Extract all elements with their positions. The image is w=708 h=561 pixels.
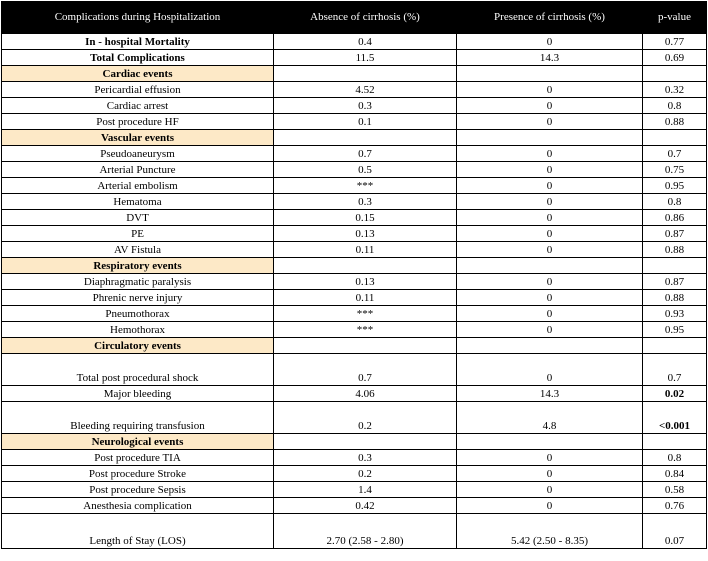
table-row bbox=[2, 194, 707, 210]
absence-value: *** bbox=[274, 306, 457, 322]
p-value: 0.7 bbox=[643, 146, 707, 162]
table-row bbox=[2, 514, 707, 549]
row-label: Post procedure HF bbox=[2, 114, 274, 130]
row-label: Major bleeding bbox=[2, 386, 274, 402]
section-row bbox=[2, 258, 707, 274]
row-label: Pseudoaneurysm bbox=[2, 146, 274, 162]
row-label: Total Complications bbox=[2, 50, 274, 66]
p-value: 0.88 bbox=[643, 290, 707, 306]
absence-value: 0.42 bbox=[274, 498, 457, 514]
table-row bbox=[2, 82, 707, 98]
row-label: Hemothorax bbox=[2, 322, 274, 338]
table-row bbox=[2, 402, 707, 434]
presence-value: 0 bbox=[457, 114, 643, 130]
row-label: DVT bbox=[2, 210, 274, 226]
presence-value: 0 bbox=[457, 274, 643, 290]
presence-value: 0 bbox=[457, 450, 643, 466]
presence-value: 0 bbox=[457, 98, 643, 114]
header-presence-cirrhosis: Presence of cirrhosis (%) bbox=[457, 2, 643, 34]
absence-value: 0.1 bbox=[274, 114, 457, 130]
table-row bbox=[2, 50, 707, 66]
row-label: Anesthesia complication bbox=[2, 498, 274, 514]
p-value: 0.88 bbox=[643, 114, 707, 130]
section-title-cardiac: Cardiac events bbox=[2, 66, 274, 82]
table-row bbox=[2, 162, 707, 178]
row-label: In - hospital Mortality bbox=[2, 34, 274, 50]
row-label: Post procedure Sepsis bbox=[2, 482, 274, 498]
header-p-value: p-value bbox=[643, 2, 707, 34]
presence-value: 0 bbox=[457, 226, 643, 242]
row-label: Bleeding requiring transfusion bbox=[2, 402, 274, 434]
table-row bbox=[2, 450, 707, 466]
presence-value: 0 bbox=[457, 498, 643, 514]
table-row bbox=[2, 146, 707, 162]
absence-value: 0.5 bbox=[274, 162, 457, 178]
table-row bbox=[2, 242, 707, 258]
table-row bbox=[2, 178, 707, 194]
complications-table bbox=[1, 1, 707, 549]
absence-value: 0.2 bbox=[274, 466, 457, 482]
table-row bbox=[2, 322, 707, 338]
p-value: 0.84 bbox=[643, 466, 707, 482]
row-label: Pneumothorax bbox=[2, 306, 274, 322]
presence-value: 0 bbox=[457, 242, 643, 258]
p-value: 0.8 bbox=[643, 450, 707, 466]
absence-value: *** bbox=[274, 322, 457, 338]
row-label: Phrenic nerve injury bbox=[2, 290, 274, 306]
row-label: Hematoma bbox=[2, 194, 274, 210]
absence-value: *** bbox=[274, 178, 457, 194]
row-label: Pericardial effusion bbox=[2, 82, 274, 98]
presence-value: 0 bbox=[457, 290, 643, 306]
absence-value: 1.4 bbox=[274, 482, 457, 498]
p-value: 0.8 bbox=[643, 98, 707, 114]
section-row bbox=[2, 434, 707, 450]
table-row bbox=[2, 210, 707, 226]
p-value: 0.77 bbox=[643, 34, 707, 50]
absence-value: 0.4 bbox=[274, 34, 457, 50]
absence-value: 0.7 bbox=[274, 354, 457, 386]
section-title-vascular: Vascular events bbox=[2, 130, 274, 146]
presence-value: 4.8 bbox=[457, 402, 643, 434]
p-value: 0.32 bbox=[643, 82, 707, 98]
row-label: Post procedure Stroke bbox=[2, 466, 274, 482]
p-value: 0.07 bbox=[643, 514, 707, 549]
p-value: 0.58 bbox=[643, 482, 707, 498]
presence-value: 0 bbox=[457, 210, 643, 226]
presence-value: 0 bbox=[457, 162, 643, 178]
p-value: 0.76 bbox=[643, 498, 707, 514]
p-value: 0.95 bbox=[643, 322, 707, 338]
row-label: Arterial Puncture bbox=[2, 162, 274, 178]
p-value: 0.8 bbox=[643, 194, 707, 210]
absence-value: 4.06 bbox=[274, 386, 457, 402]
table-row bbox=[2, 226, 707, 242]
table-row bbox=[2, 114, 707, 130]
absence-value: 0.13 bbox=[274, 274, 457, 290]
section-title-circulatory: Circulatory events bbox=[2, 338, 274, 354]
p-value: 0.93 bbox=[643, 306, 707, 322]
p-value: 0.75 bbox=[643, 162, 707, 178]
table-row bbox=[2, 354, 707, 386]
presence-value: 0 bbox=[457, 178, 643, 194]
absence-value: 0.13 bbox=[274, 226, 457, 242]
row-label: Arterial embolism bbox=[2, 178, 274, 194]
table-row bbox=[2, 34, 707, 50]
absence-value: 0.11 bbox=[274, 242, 457, 258]
presence-value: 0 bbox=[457, 322, 643, 338]
presence-value: 5.42 (2.50 - 8.35) bbox=[457, 514, 643, 549]
absence-value: 0.3 bbox=[274, 450, 457, 466]
absence-value: 4.52 bbox=[274, 82, 457, 98]
presence-value: 14.3 bbox=[457, 50, 643, 66]
p-value: 0.86 bbox=[643, 210, 707, 226]
absence-value: 0.3 bbox=[274, 194, 457, 210]
header-complications: Complications during Hospitalization bbox=[2, 2, 274, 34]
row-label: AV Fistula bbox=[2, 242, 274, 258]
table-row bbox=[2, 482, 707, 498]
absence-value: 0.2 bbox=[274, 402, 457, 434]
table-row bbox=[2, 386, 707, 402]
presence-value: 0 bbox=[457, 354, 643, 386]
presence-value: 0 bbox=[457, 466, 643, 482]
presence-value: 0 bbox=[457, 34, 643, 50]
absence-value: 11.5 bbox=[274, 50, 457, 66]
row-label: Diaphragmatic paralysis bbox=[2, 274, 274, 290]
header-absence-cirrhosis: Absence of cirrhosis (%) bbox=[274, 2, 457, 34]
presence-value: 0 bbox=[457, 146, 643, 162]
p-value: 0.88 bbox=[643, 242, 707, 258]
row-label: Post procedure TIA bbox=[2, 450, 274, 466]
absence-value: 2.70 (2.58 - 2.80) bbox=[274, 514, 457, 549]
table-row bbox=[2, 290, 707, 306]
p-value: 0.95 bbox=[643, 178, 707, 194]
p-value: 0.87 bbox=[643, 226, 707, 242]
p-value: 0.87 bbox=[643, 274, 707, 290]
header-row bbox=[2, 2, 707, 34]
section-title-neurological: Neurological events bbox=[2, 434, 274, 450]
absence-value: 0.15 bbox=[274, 210, 457, 226]
absence-value: 0.11 bbox=[274, 290, 457, 306]
row-label: Length of Stay (LOS) bbox=[2, 514, 274, 549]
absence-value: 0.7 bbox=[274, 146, 457, 162]
section-title-respiratory: Respiratory events bbox=[2, 258, 274, 274]
p-value: 0.7 bbox=[643, 354, 707, 386]
section-row bbox=[2, 66, 707, 82]
p-value: 0.02 bbox=[643, 386, 707, 402]
table-row bbox=[2, 98, 707, 114]
table-row bbox=[2, 498, 707, 514]
table-row bbox=[2, 306, 707, 322]
p-value: <0.001 bbox=[643, 402, 707, 434]
presence-value: 0 bbox=[457, 306, 643, 322]
section-row bbox=[2, 130, 707, 146]
p-value: 0.69 bbox=[643, 50, 707, 66]
row-label: Cardiac arrest bbox=[2, 98, 274, 114]
presence-value: 14.3 bbox=[457, 386, 643, 402]
section-row bbox=[2, 338, 707, 354]
presence-value: 0 bbox=[457, 482, 643, 498]
table-row bbox=[2, 466, 707, 482]
row-label: Total post procedural shock bbox=[2, 354, 274, 386]
row-label: PE bbox=[2, 226, 274, 242]
table-row bbox=[2, 274, 707, 290]
absence-value: 0.3 bbox=[274, 98, 457, 114]
presence-value: 0 bbox=[457, 194, 643, 210]
presence-value: 0 bbox=[457, 82, 643, 98]
